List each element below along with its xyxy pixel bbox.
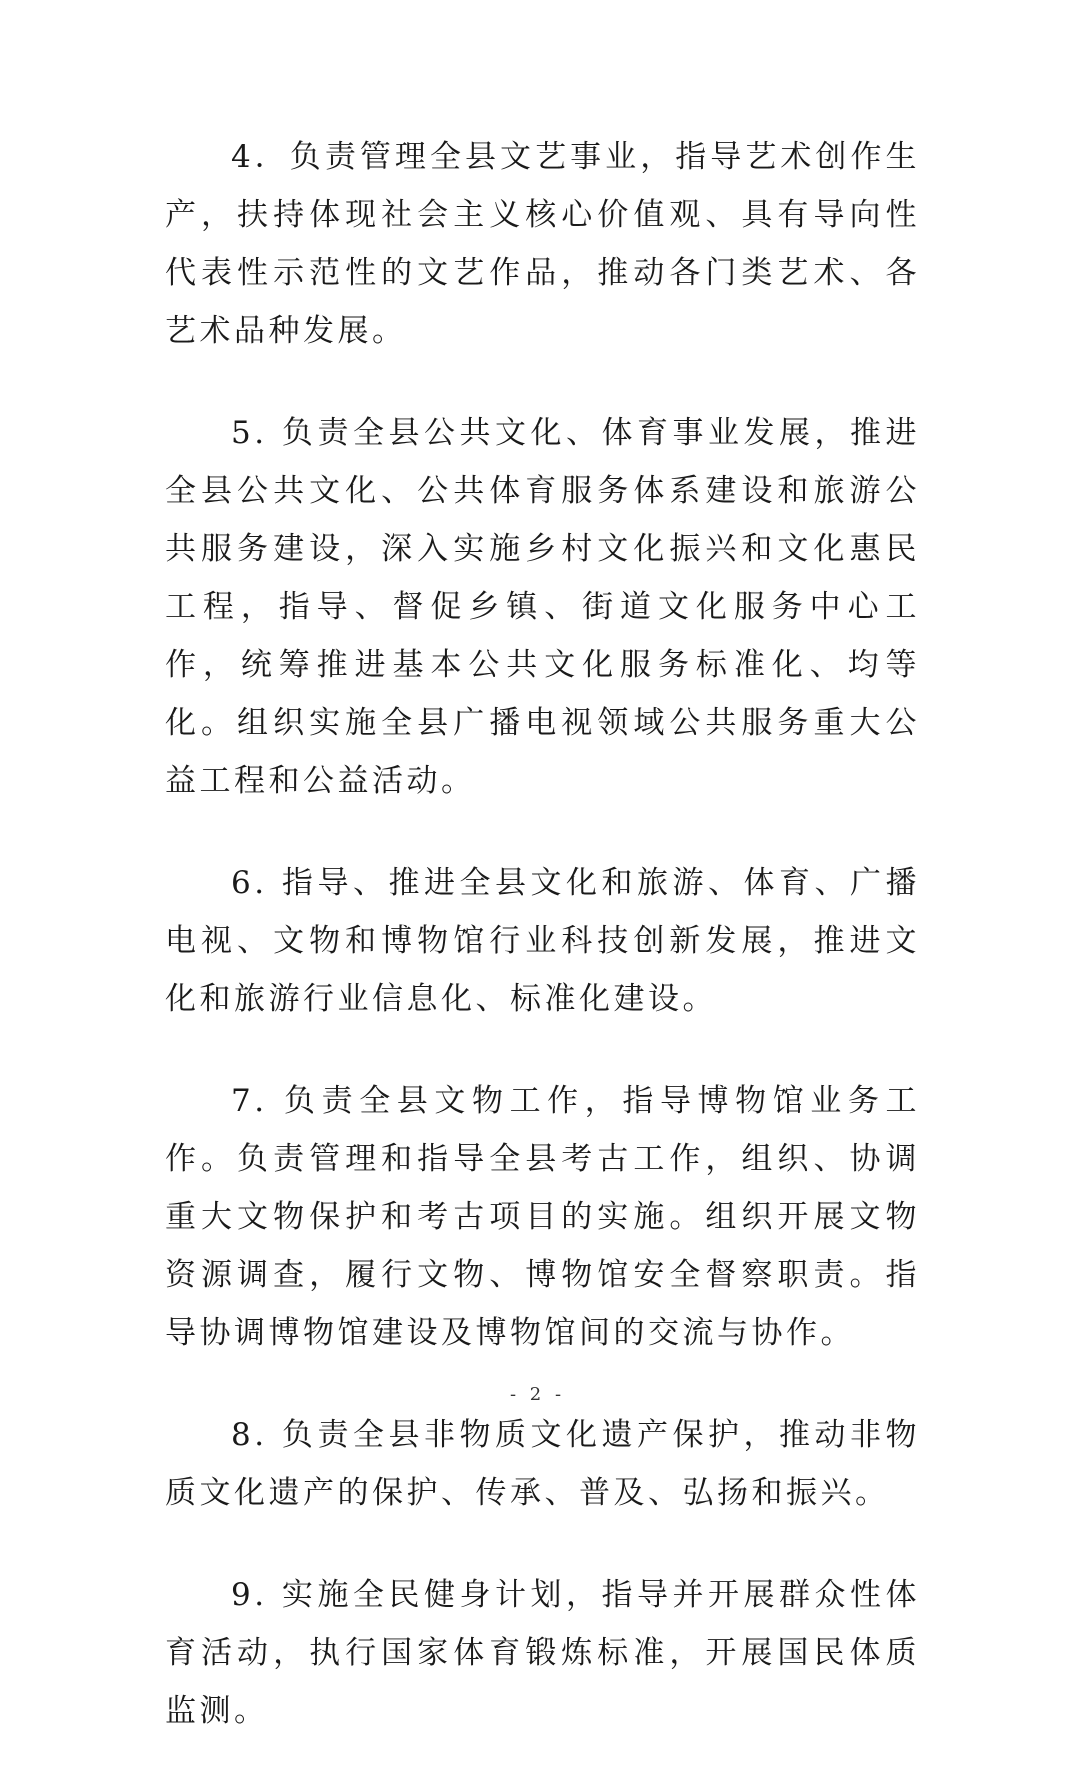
paragraph-item-6: 6. 指导、推进全县文化和旅游、体育、广播电视、文物和博物馆行业科技创新发展，推进文化和旅游行业信息化、标准化建设。 — [165, 865, 920, 1017]
page-number: - 2 - — [509, 1384, 566, 1405]
paragraph-item-8: 8. 负责全县非物质文化遗产保护，推动非物质文化遗产的保护、传承、普及、弘扬和振兴。 — [165, 1417, 920, 1511]
body-text — [165, 128, 920, 1784]
paragraph-item-7: 7. 负责全县文物工作，指导博物馆业务工作。负责管理和指导全县考古工作，组织、协调重大文物保护和考古项目的实施。组织开展文物资源调查，履行文物、博物馆安全督察职责。指导协调博物馆建设及博物馆间的交流与协作。 — [165, 1083, 920, 1351]
paragraph-item-5: 5. 负责全县公共文化、体育事业发展，推进全县公共文化、公共体育服务体系建设和旅游公共服务建设，深入实施乡村文化振兴和文化惠民工程，指导、督促乡镇、街道文化服务中心工作，统筹推进基本公共文化服务标准化、均等化。组织实施全县广播电视领域公共服务重大公益工程和公益活动。 — [165, 415, 920, 799]
paragraph-item-4: 4．负责管理全县文艺事业，指导艺术创作生产，扶持体现社会主义核心价值观、具有导向性代表性示范性的文艺作品，推动各门类艺术、各艺术品种发展。 — [165, 139, 920, 349]
paragraph-item-9: 9. 实施全民健身计划，指导并开展群众性体育活动，执行国家体育锻炼标准，开展国民体质监测。 — [165, 1577, 920, 1729]
